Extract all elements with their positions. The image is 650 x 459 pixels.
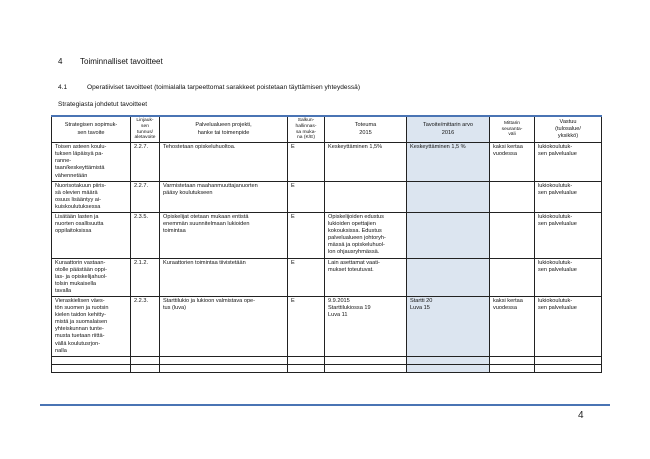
table-cell	[490, 212, 535, 258]
table-cell: Toisen asteen koulu- tuksen läpäisyä pa- ranne- taan/keskeyttämistä vähennetään	[52, 143, 131, 181]
table-cell: E	[288, 258, 325, 296]
section-heading	[58, 57, 163, 66]
table-cell	[325, 356, 407, 364]
table-cell: 2.1.2.	[131, 258, 160, 296]
table-cell	[52, 364, 131, 372]
table-cell	[407, 356, 490, 364]
table-cell: Keskeyttäminen 1,5 %	[407, 143, 490, 181]
table-cell	[131, 356, 160, 364]
table-cell: 2.2.7.	[131, 143, 160, 181]
goals-table	[51, 115, 602, 373]
table-cell: lukiokoulutuk- sen palvelualue	[535, 297, 602, 357]
table-cell: Opiskelijat otetaan mukaan entistä enemmän suunnitelmaan lukioiden toimintaa	[160, 212, 288, 258]
table-cell	[535, 364, 602, 372]
table-cell	[407, 212, 490, 258]
table-row	[52, 212, 602, 258]
footer-rule	[40, 404, 610, 406]
table-cell: E	[288, 143, 325, 181]
table-header-row	[52, 116, 602, 143]
table-cell: Kuraattorin vastaan- otolle päästään oppi- las- ja opiskelijahuol- tolsin mukaisella tavalla	[52, 258, 131, 296]
empty-table-row	[52, 364, 602, 372]
table-cell	[535, 356, 602, 364]
header-cell: Vastuu (tulosalue/ yksikkö)	[535, 116, 602, 143]
subsection-title: Operatiiviset tavoitteet (toimialalla tarpeettomat sarakkeet poistetaan täyttämisen yhteydessä)	[87, 84, 361, 91]
table-cell: Nuorisotakuun piiris- sä olevien määrä osuus lisääntyy ai- kuiskoulutuksessa	[52, 181, 131, 212]
table-cell: Opiskelijoiden edustus lukioiden opettajien kokouksissa. Edustus palvelualueen johtoryh- mässä ja opiskeluhuol- lon ohjausryhmässä.	[325, 212, 407, 258]
table-cell: 2.3.5.	[131, 212, 160, 258]
header-cell: Mittarin seuranta- väli	[490, 116, 535, 143]
header-cell: Tavoite/mittarin arvo 2016	[407, 116, 490, 143]
table-cell	[52, 356, 131, 364]
table-cell: E	[288, 212, 325, 258]
header-cell: Linjauk- sen tunnus/ aletavoite	[131, 116, 160, 143]
header-cell: Palvelualueen projekti, hanke tai toimenpide	[160, 116, 288, 143]
table-cell: Varmistetaan maahanmuuttajanuorten pääsy koulutukseen	[160, 181, 288, 212]
table-cell: Lisätään lasten ja nuorten osallisuutta oppilaitoksissa	[52, 212, 131, 258]
table-cell: lukiokoulutuk- sen palvelualue	[535, 258, 602, 296]
table-body	[52, 143, 602, 373]
table-cell	[131, 364, 160, 372]
table-cell: E	[288, 181, 325, 212]
table-cell	[288, 364, 325, 372]
table-cell	[160, 364, 288, 372]
table-cell	[490, 258, 535, 296]
table-cell: Keskeyttäminen 1,5%	[325, 143, 407, 181]
table-row	[52, 297, 602, 357]
table-cell: Lain asettamat vaati- mukset toteutuvat.	[325, 258, 407, 296]
table-cell: 2.2.7.	[131, 181, 160, 212]
table-cell: Kuraattorien toimintaa tiivistetään	[160, 258, 288, 296]
table-caption: Strategiasta johdetut tavoitteet	[58, 101, 148, 108]
table-row	[52, 181, 602, 212]
table-cell: lukiokoulutuk- sen palvelualue	[535, 143, 602, 181]
table-cell: Vieraskielisen väes- tön suomen ja ruotsin kielen taidon kehitty- mistä ja suomalaisen yhteiskunnan tunte- musta tuetaan riittä- vällä koulutusrjon- nalla	[52, 297, 131, 357]
page-number: 4	[578, 410, 584, 421]
table-cell	[288, 356, 325, 364]
subsection-heading	[58, 84, 360, 91]
section-title: Toiminnalliset tavoitteet	[80, 57, 163, 66]
table-cell: Startti 20 Luva 15	[407, 297, 490, 357]
header-cell: Strategisen sopimuk- sen tavoite	[52, 116, 131, 143]
table-cell: kaksi kertaa vuodessa	[490, 297, 535, 357]
table-cell: E	[288, 297, 325, 357]
table-row	[52, 258, 602, 296]
table-cell: Starttilukio ja lukioon valmistava ope- tus (luva)	[160, 297, 288, 357]
subsection-number: 4.1	[58, 84, 68, 91]
table-cell: Tehostetaan opiskeluhuoltoa.	[160, 143, 288, 181]
header-cell: Toteuma 2015	[325, 116, 407, 143]
table-cell	[325, 181, 407, 212]
empty-table-row	[52, 356, 602, 364]
table-cell: lukiokoulutuk- sen palvelualue	[535, 212, 602, 258]
table-cell	[407, 364, 490, 372]
table-cell	[160, 356, 288, 364]
table-row	[52, 143, 602, 181]
table-cell: lukiokoulutuk- sen palvelualue	[535, 181, 602, 212]
table-cell	[407, 258, 490, 296]
table-cell	[490, 364, 535, 372]
table-cell	[325, 364, 407, 372]
table-cell: 2.2.3.	[131, 297, 160, 357]
table-cell	[490, 181, 535, 212]
table-cell	[490, 356, 535, 364]
header-cell: Salkun- hallinnas- sa muka- na (K/E)	[288, 116, 325, 143]
table-cell: kaksi kertaa vuodessa	[490, 143, 535, 181]
table-cell	[407, 181, 490, 212]
table-cell: 9.9.2015 Starttilukiossa 19 Luva 11	[325, 297, 407, 357]
section-number: 4	[58, 57, 63, 66]
